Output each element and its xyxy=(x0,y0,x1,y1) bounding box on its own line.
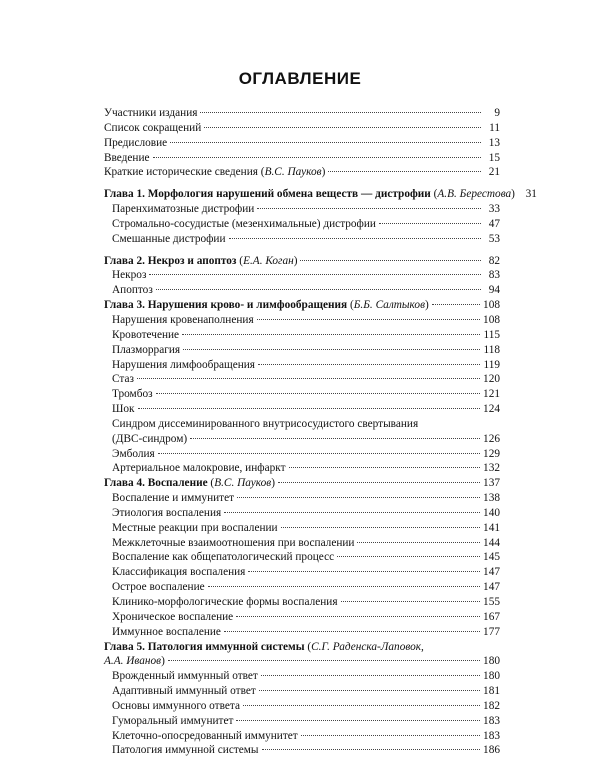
dot-leader xyxy=(259,690,480,691)
toc-page-number: 141 xyxy=(483,521,500,534)
toc-entry-text: (ДВС-синдром) xyxy=(112,432,188,445)
toc-entry-text: Тромбоз xyxy=(112,388,153,401)
toc-page-number: 13 xyxy=(488,136,500,149)
toc-page-number: 180 xyxy=(483,655,500,668)
toc-page-number: 186 xyxy=(483,744,500,757)
toc-entry-title xyxy=(104,165,325,180)
paren-open: ( xyxy=(304,640,312,653)
toc-entry-title xyxy=(112,506,221,521)
toc-entry[interactable] xyxy=(104,521,500,536)
toc-entry[interactable] xyxy=(104,343,500,358)
dot-leader xyxy=(138,408,481,409)
toc-page-number: 120 xyxy=(483,373,500,386)
dot-leader xyxy=(224,512,480,513)
toc-entry-text: Паренхиматозные дистрофии xyxy=(112,203,255,216)
toc-entry-text: Воспаление как общепатологический процесс xyxy=(112,551,335,564)
toc-page-number: 118 xyxy=(483,343,500,356)
toc-entry[interactable] xyxy=(104,506,500,521)
dot-leader xyxy=(237,497,480,498)
toc-entry-title xyxy=(112,447,155,462)
dot-leader xyxy=(236,616,480,617)
dot-leader xyxy=(300,260,481,261)
toc-entry-text: Стромально-сосудистые (мезенхимальные) дистрофии xyxy=(112,217,376,230)
toc-entry-title xyxy=(112,610,233,625)
dot-leader xyxy=(337,556,480,557)
toc-entry-title xyxy=(104,136,167,151)
toc-entry-title xyxy=(112,625,221,640)
toc-page-number: 181 xyxy=(483,685,500,698)
toc-entry-text: Кровотечение xyxy=(112,328,180,341)
toc-entry-text: Острое воспаление xyxy=(112,581,205,594)
toc-entry-title xyxy=(104,254,297,269)
toc-entry-title xyxy=(112,387,153,402)
toc-entry[interactable] xyxy=(104,536,500,551)
toc-entry[interactable] xyxy=(104,358,500,373)
toc-entry[interactable] xyxy=(104,121,500,136)
paren-close: ) xyxy=(511,188,515,201)
toc-entry-title xyxy=(112,550,334,565)
toc-entry[interactable] xyxy=(104,165,500,180)
toc-entry-title xyxy=(112,328,179,343)
toc-entry-text: Гуморальный иммунитет xyxy=(112,714,234,727)
toc-entry[interactable] xyxy=(104,372,500,387)
toc-page-number: 108 xyxy=(483,299,500,312)
toc-entry-text: Список сокращений xyxy=(104,121,202,134)
toc-entry-title xyxy=(104,298,429,313)
dot-leader xyxy=(248,571,480,572)
toc-entry-title xyxy=(104,640,424,655)
toc-chapter-entry[interactable] xyxy=(104,254,500,269)
toc-chapter-entry[interactable] xyxy=(104,640,500,655)
toc-entry-title xyxy=(112,565,245,580)
toc-page-number: 94 xyxy=(488,284,500,297)
toc-page-number: 183 xyxy=(483,729,500,742)
toc-entry-title xyxy=(104,151,150,166)
toc-entry-author-wrap xyxy=(208,477,275,489)
toc-entry-text: Этиология воспаления xyxy=(112,506,222,519)
toc-entry-text: Врожденный иммунный ответ xyxy=(112,670,258,683)
toc-entry[interactable] xyxy=(104,714,500,729)
toc-page-number: 115 xyxy=(483,328,500,341)
toc-entry[interactable] xyxy=(104,461,500,476)
toc-entry-title xyxy=(104,654,165,669)
paren-close: ) xyxy=(424,299,429,312)
toc-entry-author-wrap xyxy=(431,188,515,200)
toc-entry[interactable] xyxy=(104,402,500,417)
toc-entry-title xyxy=(112,372,134,387)
paren-open: ( xyxy=(430,188,438,201)
toc-entry[interactable] xyxy=(104,565,500,580)
toc-page-number: 47 xyxy=(488,217,500,230)
toc-entry-text: Нарушения лимфообращения xyxy=(112,358,256,371)
toc-page-number: 137 xyxy=(483,477,500,490)
toc-entry-title xyxy=(112,268,146,283)
toc-page-number: 138 xyxy=(483,492,500,505)
toc-chapter-entry[interactable] xyxy=(104,298,500,313)
dot-leader xyxy=(137,378,480,379)
toc-entry[interactable] xyxy=(104,202,500,217)
toc-entry[interactable] xyxy=(104,610,500,625)
toc-entry-title xyxy=(112,580,205,595)
toc-entry[interactable] xyxy=(104,283,500,298)
toc-entry-title xyxy=(112,402,135,417)
toc-entry-text: Глава 5. Патология иммунной системы xyxy=(104,640,305,653)
toc-entry-title xyxy=(112,358,255,373)
toc-entry-text: Хроническое воспаление xyxy=(112,610,234,623)
toc-entry-text: Смешанные дистрофии xyxy=(112,232,226,245)
toc-entry[interactable] xyxy=(104,729,500,744)
toc-entry-author: А.А. Иванов xyxy=(104,655,162,668)
toc-entry-title xyxy=(112,729,298,744)
dot-leader xyxy=(224,631,480,632)
toc-page-number: 33 xyxy=(488,203,500,216)
toc-entry-author-wrap xyxy=(305,641,424,653)
toc-entry[interactable] xyxy=(104,669,500,684)
paren-close: ) xyxy=(161,655,165,668)
toc-entry[interactable] xyxy=(104,268,500,283)
dot-leader xyxy=(236,720,480,721)
toc-entry-text: Эмболия xyxy=(112,447,155,460)
toc-entry-text: Синдром диссеминированного внутрисосудистого свертывания xyxy=(112,417,419,430)
toc-entry-text: Патология иммунной системы xyxy=(112,744,259,757)
dot-leader xyxy=(168,660,480,661)
toc-entry[interactable] xyxy=(104,580,500,595)
paren-open: ( xyxy=(207,477,215,490)
toc-entry-title xyxy=(112,669,258,684)
toc-entry-text: Межклеточные взаимоотношения при воспалении xyxy=(112,536,355,549)
toc-page-number: 119 xyxy=(483,358,500,371)
toc-page-number: 108 xyxy=(483,313,500,326)
toc-entry-text: Шок xyxy=(112,403,135,416)
toc-entry-text: Глава 2. Некроз и апоптоз xyxy=(104,254,237,267)
toc-entry-text: Местные реакции при воспалении xyxy=(112,521,278,534)
toc-entry-title xyxy=(104,476,275,491)
toc-entry-text: Краткие исторические сведения xyxy=(104,166,258,179)
toc-entry[interactable] xyxy=(104,743,500,758)
toc-entry[interactable] xyxy=(104,684,500,699)
toc-page-number: 182 xyxy=(483,699,500,712)
dot-leader xyxy=(301,735,480,736)
toc-page-number: 183 xyxy=(483,714,500,727)
toc-entry-text: Некроз xyxy=(112,269,147,282)
toc-entry[interactable] xyxy=(104,313,500,328)
dot-leader xyxy=(158,453,480,454)
toc-entry[interactable] xyxy=(104,550,500,565)
dot-leader xyxy=(379,223,481,224)
toc-chapter-entry[interactable] xyxy=(104,654,500,669)
dot-leader xyxy=(200,112,481,113)
toc-entry-title xyxy=(112,202,254,217)
toc-entry-text: Воспаление и иммунитет xyxy=(112,492,235,505)
dot-leader xyxy=(257,208,481,209)
toc-page-number: 145 xyxy=(483,551,500,564)
toc-entry-title xyxy=(112,521,278,536)
toc-entry-title xyxy=(112,595,338,610)
toc-entry-title xyxy=(112,313,254,328)
toc-entry[interactable] xyxy=(104,232,500,247)
toc-entry-text: Клеточно-опосредованный иммунитет xyxy=(112,729,298,742)
toc-entry-author: Е.А. Коган xyxy=(243,254,294,267)
toc-entry-text: Адаптивный иммунный ответ xyxy=(112,685,256,698)
toc-entry[interactable] xyxy=(104,387,500,402)
toc-entry-title xyxy=(112,491,234,506)
toc-page-number: 132 xyxy=(483,462,500,475)
paren-close: ) xyxy=(293,254,298,267)
toc-entry-author-wrap xyxy=(258,166,325,178)
toc-entry[interactable] xyxy=(104,699,500,714)
dot-leader xyxy=(153,157,481,158)
dot-leader xyxy=(208,586,480,587)
paren-open: ( xyxy=(347,299,354,312)
toc-entry[interactable] xyxy=(104,417,500,432)
toc-page-number: 129 xyxy=(483,447,500,460)
toc-entry[interactable] xyxy=(104,151,500,166)
toc-entry-text: Участники издания xyxy=(104,107,198,119)
toc-entry-author-wrap xyxy=(236,255,297,267)
toc-entry-author: С.Г. Раденска-Лаповок, xyxy=(311,640,424,653)
toc-entry-title xyxy=(112,714,233,729)
dot-leader xyxy=(156,393,480,394)
dot-leader xyxy=(278,482,480,483)
toc-page-number: 147 xyxy=(483,566,500,579)
toc-entry-title xyxy=(112,699,240,714)
toc-page-number: 82 xyxy=(488,254,500,267)
toc-page-number: 147 xyxy=(483,581,500,594)
toc-entry[interactable] xyxy=(104,447,500,462)
dot-leader xyxy=(432,304,480,305)
dot-leader xyxy=(183,349,480,350)
toc-entry-title xyxy=(112,461,286,476)
dot-leader xyxy=(357,542,480,543)
table-of-contents xyxy=(104,106,537,758)
toc-chapter-entry[interactable] xyxy=(104,476,500,491)
toc-page-number: 11 xyxy=(489,121,500,134)
toc-page-number: 155 xyxy=(483,596,500,608)
dot-leader xyxy=(156,289,481,290)
toc-page-number: 177 xyxy=(483,625,500,638)
dot-leader xyxy=(170,142,481,143)
toc-page-number: 180 xyxy=(483,670,500,683)
toc-entry-text: Основы иммунного ответа xyxy=(112,699,240,712)
toc-page-number: 83 xyxy=(488,269,500,282)
toc-entry-text: Глава 4. Воспаление xyxy=(104,477,208,490)
toc-entry-title xyxy=(104,106,197,121)
dot-leader xyxy=(341,601,481,602)
toc-entry[interactable] xyxy=(104,625,500,640)
toc-page-number: 144 xyxy=(483,536,500,549)
toc-entry-text: Артериальное малокровие, инфаркт xyxy=(112,462,286,475)
dot-leader xyxy=(204,127,481,128)
toc-page-number: 121 xyxy=(483,388,500,401)
toc-entry[interactable] xyxy=(104,106,500,121)
toc-page-number: 9 xyxy=(494,107,500,119)
toc-entry-text: Плазморрагия xyxy=(112,343,181,356)
toc-page-number: 124 xyxy=(483,403,500,416)
paren-open: ( xyxy=(257,166,265,179)
toc-entry-author: В.С. Пауков xyxy=(264,166,322,179)
page-title: ОГЛАВЛЕНИЕ xyxy=(238,69,362,88)
dot-leader xyxy=(229,238,481,239)
toc-entry[interactable] xyxy=(104,217,500,232)
paren-close: ) xyxy=(321,166,326,179)
toc-entry-text: Глава 1. Морфология нарушений обмена веществ — дистрофии xyxy=(104,188,431,201)
toc-entry-title xyxy=(112,684,256,699)
toc-entry-title xyxy=(112,343,180,358)
toc-entry-title xyxy=(112,217,376,232)
toc-entry-title xyxy=(104,187,515,202)
toc-entry[interactable] xyxy=(104,328,500,343)
toc-entry-text: Клинико-морфологические формы воспаления xyxy=(112,596,338,608)
toc-entry[interactable] xyxy=(104,595,500,610)
toc-entry-text: Введение xyxy=(104,151,150,164)
toc-entry-text: Нарушения кровенаполнения xyxy=(112,313,254,326)
toc-entry-text: Иммунное воспаление xyxy=(112,625,221,638)
toc-entry-title xyxy=(112,432,187,447)
toc-entry[interactable] xyxy=(104,491,500,506)
dot-leader xyxy=(261,675,480,676)
toc-entry-title xyxy=(112,232,226,247)
toc-entry-author: А.В. Берестова xyxy=(437,188,512,201)
toc-entry-author-wrap xyxy=(347,299,429,311)
toc-page-number: 126 xyxy=(483,432,500,445)
dot-leader xyxy=(328,171,481,172)
toc-chapter-entry[interactable] xyxy=(104,187,537,202)
dot-leader xyxy=(258,364,480,365)
toc-page-number: 31 xyxy=(525,188,537,201)
toc-entry-text: Глава 3. Нарушения крово- и лимфообращения xyxy=(104,299,348,312)
toc-entry-title xyxy=(112,743,259,758)
dot-leader xyxy=(281,527,480,528)
dot-leader xyxy=(149,274,481,275)
dot-leader xyxy=(182,334,480,335)
dot-leader xyxy=(190,438,480,439)
toc-entry-text: Классификация воспаления xyxy=(112,566,246,579)
toc-page-number: 53 xyxy=(488,232,500,245)
toc-entry-title xyxy=(112,536,354,551)
toc-entry-title xyxy=(104,121,201,136)
dot-leader xyxy=(289,467,481,468)
dot-leader xyxy=(243,705,480,706)
toc-entry-title xyxy=(112,283,153,298)
toc-entry-text: Стаз xyxy=(112,373,134,386)
toc-entry-author-wrap xyxy=(104,655,165,667)
toc-entry-author: В.С. Пауков xyxy=(214,477,272,490)
toc-entry[interactable] xyxy=(104,432,500,447)
toc-page-number: 21 xyxy=(488,166,500,179)
toc-entry-text: Предисловие xyxy=(104,136,168,149)
paren-close: ) xyxy=(271,477,275,490)
toc-entry-author: Б.Б. Салтыков xyxy=(353,299,425,312)
toc-entry-text: Апоптоз xyxy=(112,284,153,297)
paren-open: ( xyxy=(236,254,244,267)
toc-entry[interactable] xyxy=(104,136,500,151)
toc-page-number: 167 xyxy=(483,610,500,623)
toc-page-number: 140 xyxy=(483,506,500,519)
toc-entry-title xyxy=(112,417,418,432)
toc-page-number: 15 xyxy=(488,151,500,164)
dot-leader xyxy=(257,319,480,320)
